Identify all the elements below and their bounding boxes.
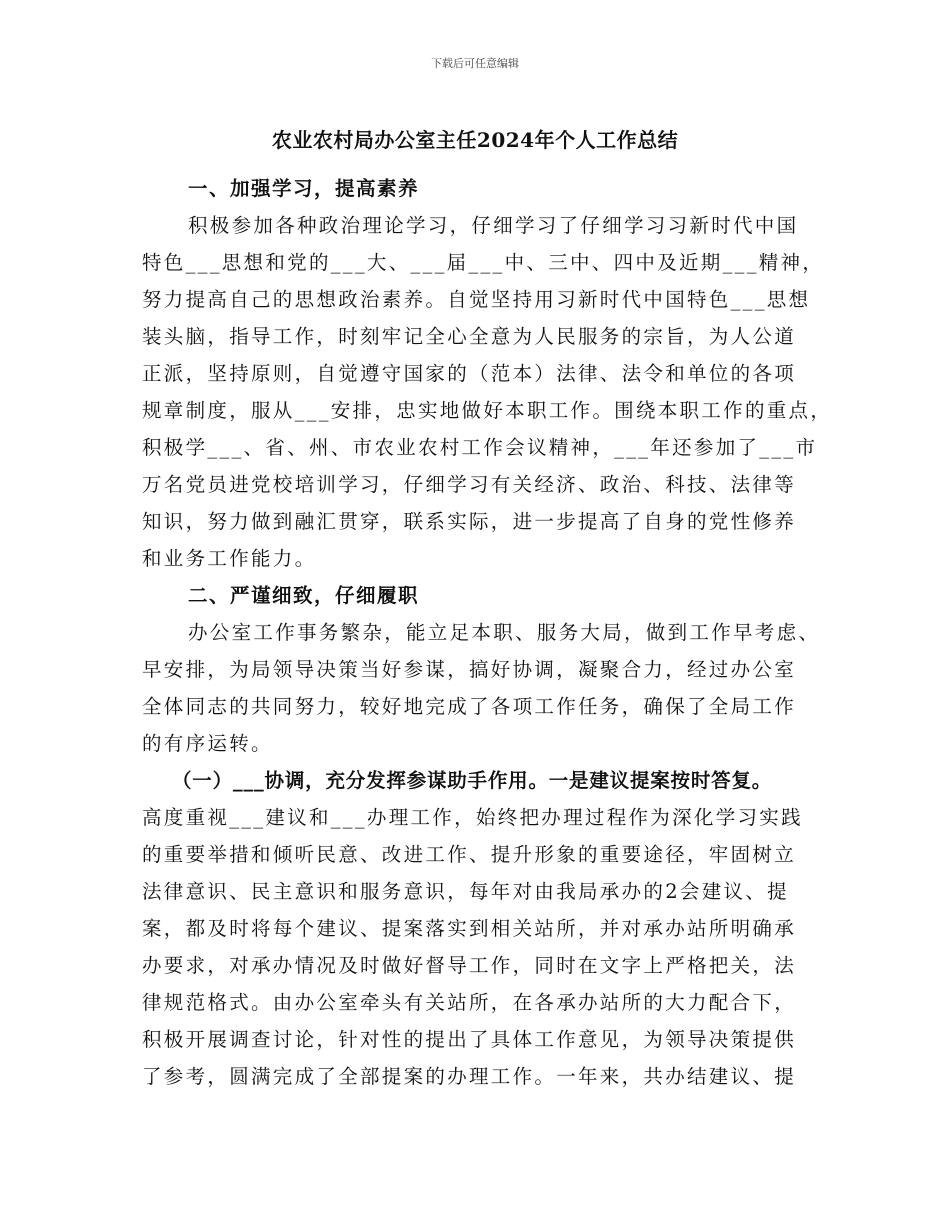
paragraph-line: 积极学___、省、州、市农业农村工作会议精神，___年还参加了___市 [142,436,818,459]
paragraph-line: 法律意识、民主意识和服务意识，每年对由我局承办的2会建议、提 [142,880,789,903]
paragraph-line: 积极开展调查讨论，针对性的提出了具体工作意见，为领导决策提供 [142,1028,797,1051]
section-heading-1: 一、加强学习，提高素养 [188,177,420,200]
paragraph-line: 正派，坚持原则，自觉遵守国家的（范本）法律、法令和单位的各项 [142,362,797,385]
paragraph-line: 知识，努力做到融汇贯穿，联系实际，进一步提高了自身的党性修养 [142,510,797,533]
paragraph-line: 特色___思想和党的___大、___届___中、三中、四中及近期___精神， [142,251,825,274]
section-heading-2: 二、严谨细致，仔细履职 [188,584,420,607]
document-title: 农业农村局办公室主任2024年个人工作总结 [271,128,679,152]
paragraph-line: 努力提高自己的思想政治素养。自觉坚持用习新时代中国特色___思想 [142,288,811,311]
paragraph-line: 高度重视___建议和___办理工作，始终把办理过程作为深化学习实践 [142,806,803,829]
paragraph-line: 和业务工作能力。 [142,547,317,570]
page-header-note: 下载后可任意编辑 [431,57,519,70]
subsection-heading-1: （一）___协调，充分发挥参谋助手作用。一是建议提案按时答复。 [172,769,773,792]
paragraph-line: 案，都及时将每个建议、提案落实到相关站所，并对承办站所明确承 [142,917,797,940]
paragraph-line: 规章制度，服从___安排，忠实地做好本职工作。围绕本职工作的重点， [142,399,833,422]
paragraph-line: 办要求，对承办情况及时做好督导工作，同时在文字上严格把关，法 [142,954,797,977]
paragraph-line: 积极参加各种政治理论学习，仔细学习了仔细学习习新时代中国 [188,214,799,237]
paragraph-line: 的有序运转。 [142,732,273,755]
paragraph-line: 早安排，为局领导决策当好参谋，搞好协调，凝聚合力，经过办公室 [142,658,797,681]
paragraph-line: 全体同志的共同努力，较好地完成了各项工作任务，确保了全局工作 [142,695,797,718]
paragraph-line: 了参考，圆满完成了全部提案的办理工作。一年来，共办结建议、提 [142,1065,797,1088]
document-body [142,170,833,1095]
paragraph-line: 的重要举措和倾听民意、改进工作、提升形象的重要途径，牢固树立 [142,843,797,866]
paragraph-line: 律规范格式。由办公室牵头有关站所，在各承办站所的大力配合下， [142,991,797,1014]
paragraph-line: 万名党员进党校培训学习，仔细学习有关经济、政治、科技、法律等 [142,473,797,496]
paragraph-line: 装头脑，指导工作，时刻牢记全心全意为人民服务的宗旨，为人公道 [142,325,797,348]
paragraph-line: 办公室工作事务繁杂，能立足本职、服务大局，做到工作早考虑、 [188,621,821,644]
